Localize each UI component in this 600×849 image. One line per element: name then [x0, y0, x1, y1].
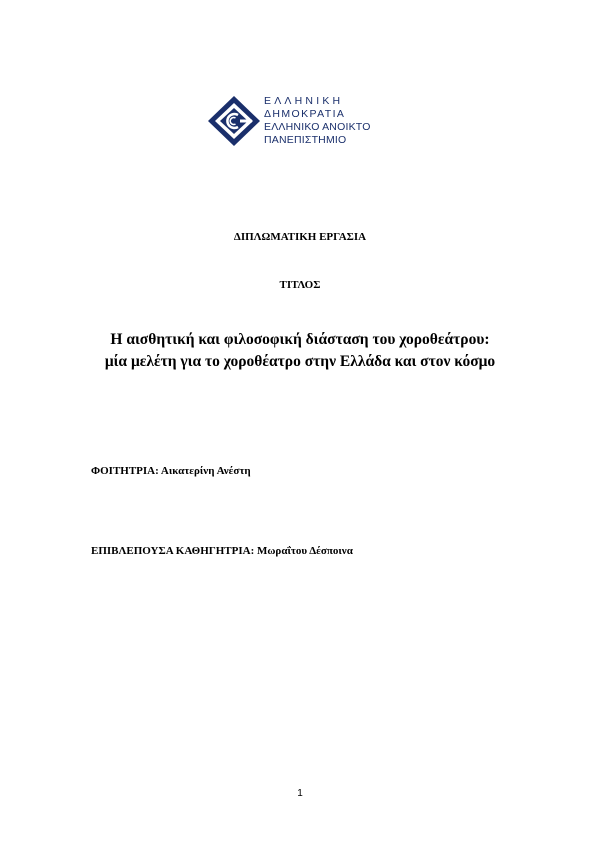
logo-line-republic: ΔΗΜΟΚΡΑΤΙΑ [264, 108, 346, 120]
page-number: 1 [297, 788, 303, 799]
logo-text [264, 95, 371, 147]
hellenic-open-university-emblem-icon [207, 95, 261, 147]
supervisor-name: ΕΠΙΒΛΕΠΟΥΣΑ ΚΑΘΗΓΗΤΡΙΑ: Μωραΐτου Δέσποινα [91, 545, 353, 557]
logo-line-open: ΕΛΛΗΝΙΚΟ ΑΝΟΙΚΤΟ [264, 121, 371, 133]
logo-line-university: ΠΑΝΕΠΙΣΤΗΜΙΟ [264, 134, 347, 146]
university-logo [207, 95, 371, 151]
thesis-title-line-2: μία μελέτη για το χοροθέατρο στην Ελλάδα και στον κόσμο [104, 353, 496, 370]
thesis-title [0, 329, 600, 373]
student-name: ΦΟΙΤΗΤΡΙΑ: Αικατερίνη Ανέστη [91, 465, 251, 477]
logo-line-hellenic: ΕΛΛΗΝΙΚΗ [264, 95, 344, 107]
thesis-title-line-1: Η αισθητική και φιλοσοφική διάσταση του χοροθεάτρου: [110, 331, 490, 348]
document-type: ΔΙΠΛΩΜΑΤΙΚΗ ΕΡΓΑΣΙΑ [233, 231, 367, 243]
title-label: ΤΙΤΛΟΣ [279, 279, 321, 291]
